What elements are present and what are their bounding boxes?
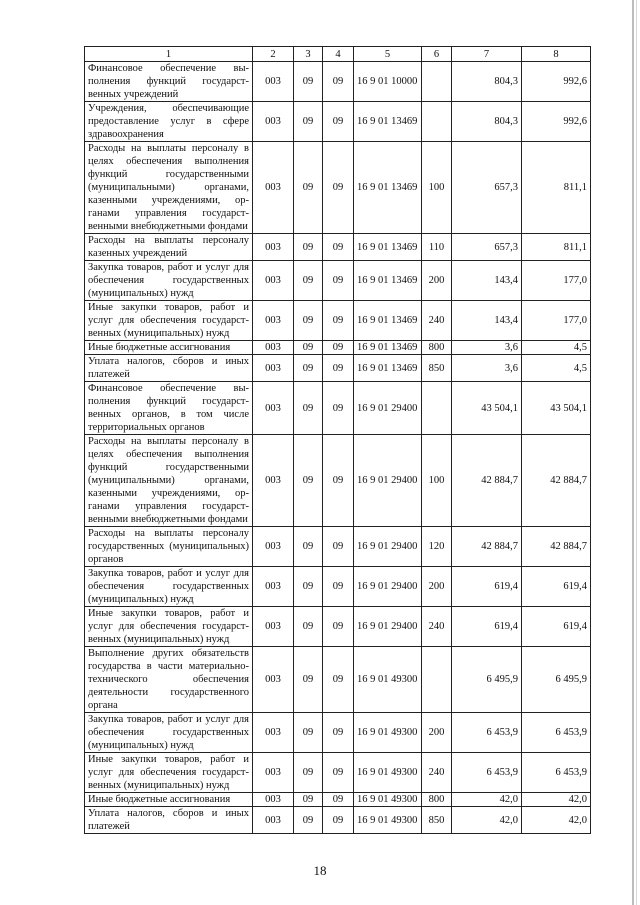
section-cell: 09	[294, 382, 323, 435]
expense-type-cell	[422, 102, 452, 142]
amount-cell: 3,6	[452, 341, 522, 355]
code-cell: 003	[253, 234, 294, 261]
subsection-cell: 09	[323, 807, 354, 834]
section-cell: 09	[294, 341, 323, 355]
expense-type-cell: 240	[422, 301, 452, 341]
code-cell: 003	[253, 807, 294, 834]
expense-type-cell: 850	[422, 807, 452, 834]
subsection-cell: 09	[323, 301, 354, 341]
target-article-cell: 16 9 01 13469	[354, 301, 422, 341]
subsection-cell: 09	[323, 234, 354, 261]
section-cell: 09	[294, 355, 323, 382]
code-cell: 003	[253, 355, 294, 382]
header-cell: 6	[422, 47, 452, 62]
target-article-cell: 16 9 01 49300	[354, 713, 422, 753]
amount-cell: 992,6	[522, 102, 591, 142]
section-cell: 09	[294, 527, 323, 567]
code-cell: 003	[253, 435, 294, 527]
subsection-cell: 09	[323, 102, 354, 142]
amount-cell: 619,4	[452, 567, 522, 607]
target-article-cell: 16 9 01 13469	[354, 102, 422, 142]
code-cell: 003	[253, 607, 294, 647]
subsection-cell: 09	[323, 713, 354, 753]
row-name: Расходы на выплаты персоналу государственных (муниципальных) органов	[85, 527, 253, 567]
page-number: 18	[313, 863, 327, 878]
row-name: Выполнение других обязательств государства в части материально-технического обеспечения деятельности государственного органа	[85, 647, 253, 713]
amount-cell: 804,3	[452, 62, 522, 102]
section-cell: 09	[294, 62, 323, 102]
target-article-cell: 16 9 01 13469	[354, 234, 422, 261]
target-article-cell: 16 9 01 29400	[354, 435, 422, 527]
code-cell: 003	[253, 527, 294, 567]
subsection-cell: 09	[323, 527, 354, 567]
amount-cell: 4,5	[522, 341, 591, 355]
table-row	[85, 793, 591, 807]
row-name: Расходы на выплаты персоналу в целях обеспечения выполнения функций государственными (муниципальными) органами, казенными учреждениями, органами управления государственными внебюджетными фондами	[85, 435, 253, 527]
section-cell: 09	[294, 807, 323, 834]
section-cell: 09	[294, 234, 323, 261]
table-row	[85, 607, 591, 647]
subsection-cell: 09	[323, 793, 354, 807]
table-row	[85, 435, 591, 527]
code-cell: 003	[253, 713, 294, 753]
row-name: Иные бюджетные ассигнования	[85, 793, 253, 807]
target-article-cell: 16 9 01 49300	[354, 753, 422, 793]
code-cell: 003	[253, 382, 294, 435]
row-name: Финансовое обеспечение выполнения функций государственных органов, в том числе территориальных органов	[85, 382, 253, 435]
section-cell: 09	[294, 142, 323, 234]
row-name: Закупка товаров, работ и услуг для обеспечения государственных (муниципальных) нужд	[85, 567, 253, 607]
expense-type-cell: 100	[422, 435, 452, 527]
amount-cell: 6 453,9	[452, 713, 522, 753]
section-cell: 09	[294, 435, 323, 527]
subsection-cell: 09	[323, 62, 354, 102]
code-cell: 003	[253, 301, 294, 341]
amount-cell: 42,0	[522, 807, 591, 834]
table-row	[85, 807, 591, 834]
target-article-cell: 16 9 01 49300	[354, 807, 422, 834]
expense-type-cell: 800	[422, 341, 452, 355]
subsection-cell: 09	[323, 382, 354, 435]
expense-type-cell: 200	[422, 261, 452, 301]
amount-cell: 42,0	[452, 793, 522, 807]
amount-cell: 6 453,9	[522, 753, 591, 793]
section-cell: 09	[294, 793, 323, 807]
amount-cell: 143,4	[452, 261, 522, 301]
target-article-cell: 16 9 01 29400	[354, 527, 422, 567]
table-row	[85, 142, 591, 234]
section-cell: 09	[294, 261, 323, 301]
amount-cell: 657,3	[452, 234, 522, 261]
amount-cell: 177,0	[522, 261, 591, 301]
amount-cell: 177,0	[522, 301, 591, 341]
amount-cell: 6 495,9	[522, 647, 591, 713]
section-cell: 09	[294, 647, 323, 713]
amount-cell: 619,4	[522, 607, 591, 647]
target-article-cell: 16 9 01 13469	[354, 341, 422, 355]
table-row	[85, 261, 591, 301]
subsection-cell: 09	[323, 607, 354, 647]
expense-type-cell: 110	[422, 234, 452, 261]
header-cell: 2	[253, 47, 294, 62]
expense-type-cell: 240	[422, 607, 452, 647]
target-article-cell: 16 9 01 29400	[354, 567, 422, 607]
amount-cell: 6 453,9	[522, 713, 591, 753]
header-cell: 1	[85, 47, 253, 62]
amount-cell: 804,3	[452, 102, 522, 142]
section-cell: 09	[294, 301, 323, 341]
scan-edge	[632, 0, 634, 905]
amount-cell: 619,4	[452, 607, 522, 647]
amount-cell: 143,4	[452, 301, 522, 341]
code-cell: 003	[253, 142, 294, 234]
amount-cell: 42 884,7	[452, 435, 522, 527]
expense-type-cell: 200	[422, 567, 452, 607]
expense-type-cell	[422, 647, 452, 713]
amount-cell: 657,3	[452, 142, 522, 234]
header-cell: 3	[294, 47, 323, 62]
table-body	[85, 62, 591, 834]
row-name: Расходы на выплаты персоналу в целях обеспечения выполнения функций государственными (муниципальными) органами, казенными учреждениями, органами управления государственными внебюджетными фондами	[85, 142, 253, 234]
expense-type-cell: 850	[422, 355, 452, 382]
table-row	[85, 301, 591, 341]
expense-type-cell	[422, 62, 452, 102]
table-row	[85, 567, 591, 607]
section-cell: 09	[294, 753, 323, 793]
subsection-cell: 09	[323, 435, 354, 527]
row-name: Закупка товаров, работ и услуг для обеспечения государственных (муниципальных) нужд	[85, 261, 253, 301]
amount-cell: 42,0	[452, 807, 522, 834]
subsection-cell: 09	[323, 355, 354, 382]
section-cell: 09	[294, 567, 323, 607]
expense-type-cell: 120	[422, 527, 452, 567]
amount-cell: 6 495,9	[452, 647, 522, 713]
target-article-cell: 16 9 01 49300	[354, 647, 422, 713]
section-cell: 09	[294, 607, 323, 647]
table-row	[85, 527, 591, 567]
amount-cell: 619,4	[522, 567, 591, 607]
header-cell: 5	[354, 47, 422, 62]
header-cell: 8	[522, 47, 591, 62]
scan-edge	[636, 0, 637, 905]
row-name: Иные закупки товаров, работ и услуг для обеспечения государственных (муниципальных) нужд	[85, 607, 253, 647]
amount-cell: 42 884,7	[452, 527, 522, 567]
amount-cell: 811,1	[522, 234, 591, 261]
amount-cell: 992,6	[522, 62, 591, 102]
code-cell: 003	[253, 753, 294, 793]
header-cell: 4	[323, 47, 354, 62]
amount-cell: 43 504,1	[452, 382, 522, 435]
target-article-cell: 16 9 01 13469	[354, 355, 422, 382]
row-name: Закупка товаров, работ и услуг для обеспечения государственных (муниципальных) нужд	[85, 713, 253, 753]
code-cell: 003	[253, 341, 294, 355]
subsection-cell: 09	[323, 647, 354, 713]
section-cell: 09	[294, 102, 323, 142]
amount-cell: 6 453,9	[452, 753, 522, 793]
row-name: Расходы на выплаты персоналу казенных учреждений	[85, 234, 253, 261]
table-row	[85, 713, 591, 753]
target-article-cell: 16 9 01 29400	[354, 382, 422, 435]
target-article-cell: 16 9 01 13469	[354, 142, 422, 234]
amount-cell: 42,0	[522, 793, 591, 807]
expense-type-cell: 100	[422, 142, 452, 234]
row-name: Финансовое обеспечение выполнения функций государственных учреждений	[85, 62, 253, 102]
amount-cell: 43 504,1	[522, 382, 591, 435]
code-cell: 003	[253, 261, 294, 301]
code-cell: 003	[253, 793, 294, 807]
row-name: Уплата налогов, сборов и иных платежей	[85, 355, 253, 382]
table-row	[85, 382, 591, 435]
subsection-cell: 09	[323, 341, 354, 355]
code-cell: 003	[253, 647, 294, 713]
target-article-cell: 16 9 01 10000	[354, 62, 422, 102]
code-cell: 003	[253, 62, 294, 102]
row-name: Учреждения, обеспечивающие предоставление услуг в сфере здравоохранения	[85, 102, 253, 142]
table-row	[85, 753, 591, 793]
code-cell: 003	[253, 567, 294, 607]
row-name: Уплата налогов, сборов и иных платежей	[85, 807, 253, 834]
section-cell: 09	[294, 713, 323, 753]
expense-type-cell: 240	[422, 753, 452, 793]
amount-cell: 811,1	[522, 142, 591, 234]
table-row	[85, 102, 591, 142]
subsection-cell: 09	[323, 142, 354, 234]
expense-type-cell: 200	[422, 713, 452, 753]
amount-cell: 3,6	[452, 355, 522, 382]
expense-type-cell	[422, 382, 452, 435]
subsection-cell: 09	[323, 753, 354, 793]
table-row	[85, 355, 591, 382]
target-article-cell: 16 9 01 13469	[354, 261, 422, 301]
header-cell: 7	[452, 47, 522, 62]
table-row	[85, 647, 591, 713]
budget-table	[84, 46, 591, 834]
subsection-cell: 09	[323, 261, 354, 301]
target-article-cell: 16 9 01 29400	[354, 607, 422, 647]
row-name: Иные закупки товаров, работ и услуг для обеспечения государственных (муниципальных) нужд	[85, 753, 253, 793]
amount-cell: 42 884,7	[522, 435, 591, 527]
expense-type-cell: 800	[422, 793, 452, 807]
row-name: Иные закупки товаров, работ и услуг для обеспечения государственных (муниципальных) нужд	[85, 301, 253, 341]
row-name: Иные бюджетные ассигнования	[85, 341, 253, 355]
header-row	[85, 47, 591, 62]
table-row	[85, 62, 591, 102]
table-row	[85, 341, 591, 355]
subsection-cell: 09	[323, 567, 354, 607]
code-cell: 003	[253, 102, 294, 142]
amount-cell: 42 884,7	[522, 527, 591, 567]
amount-cell: 4,5	[522, 355, 591, 382]
target-article-cell: 16 9 01 49300	[354, 793, 422, 807]
table-row	[85, 234, 591, 261]
